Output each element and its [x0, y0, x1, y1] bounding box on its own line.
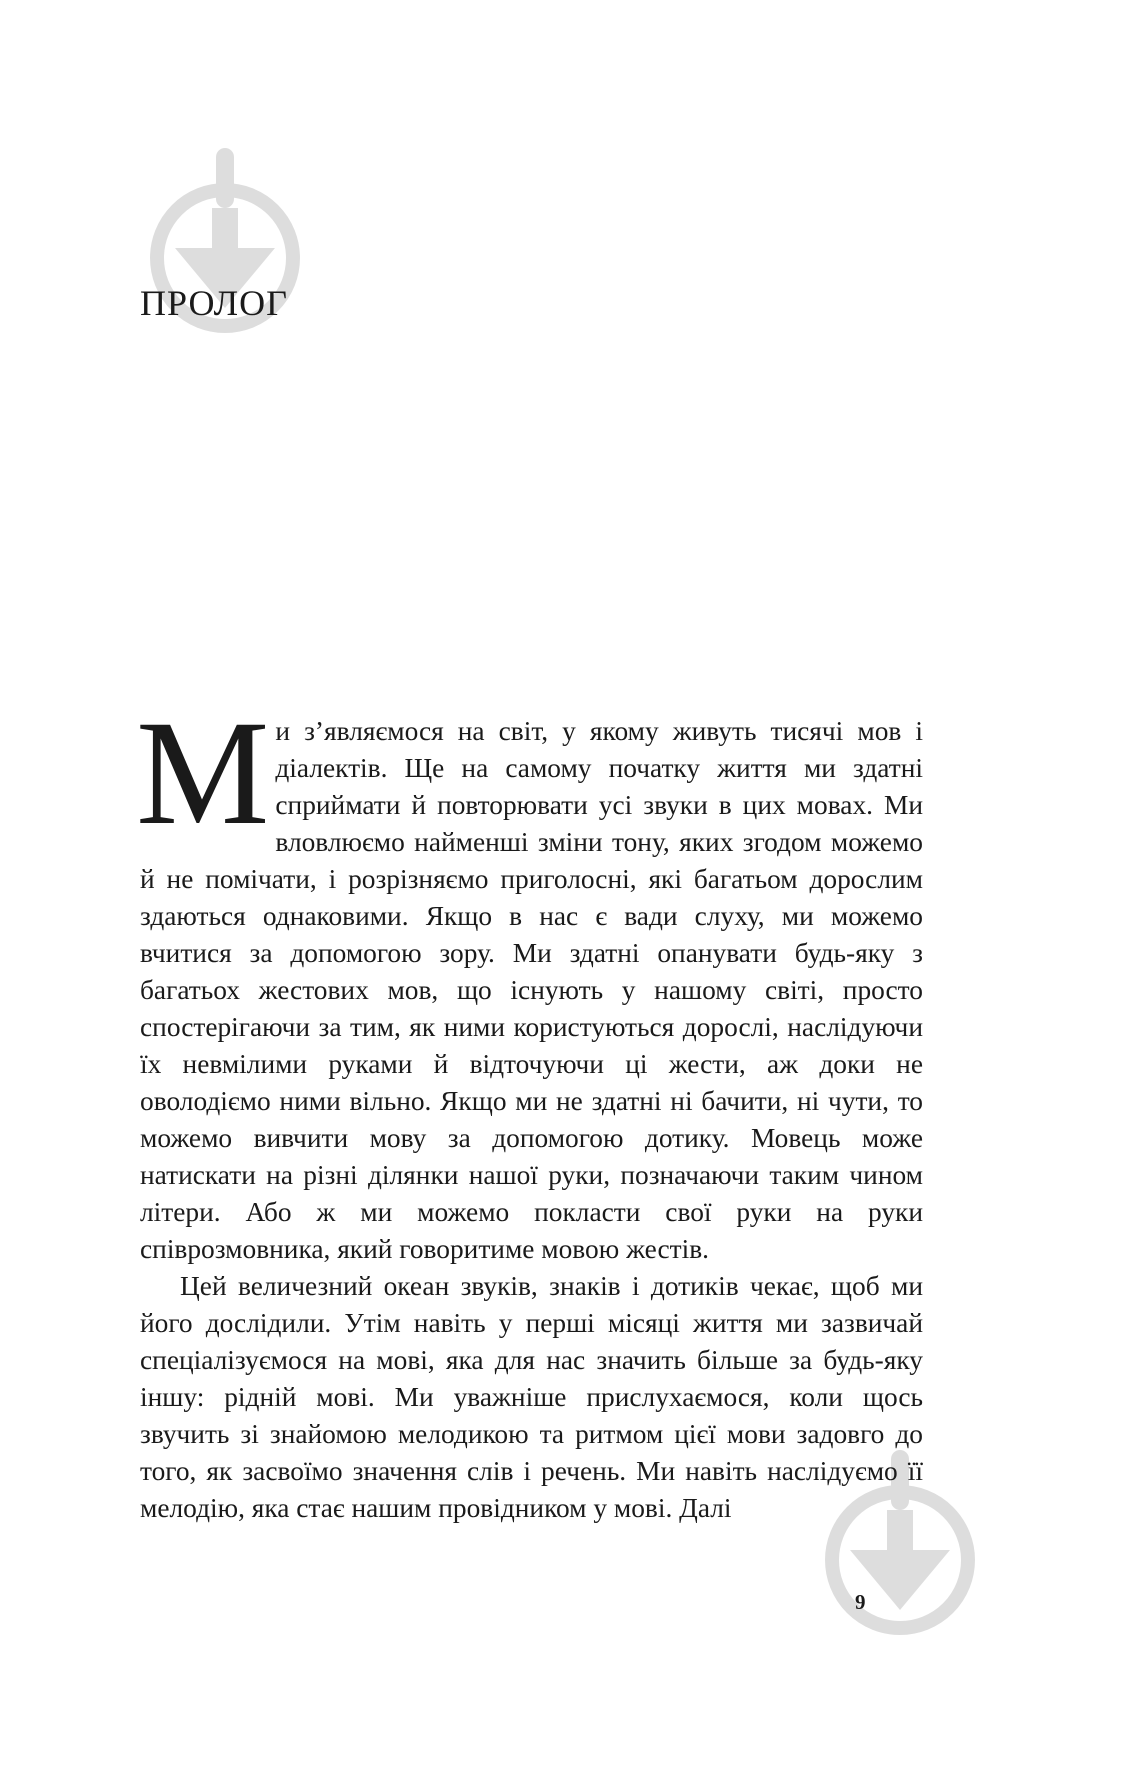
chapter-title: ПРОЛОГ: [140, 283, 288, 323]
paragraph-2: Цей величезний океан звуків, знаків і дотиків чекає, щоб ми його дослідили. Утім навіть у перші місяці життя ми зазвичай спеціалізуємося на мові, яка для нас значить більше за будь-яку іншу: рідній мові. Ми уважніше прислухаємося, коли щось звучить зі знайомою мелодикою та ритмом цієї мови задовго до того, як засвоїмо значення слів і речень. Ми навіть наслідуємо її мелодію, яка стає нашим провідником у мові. Далі: [140, 1271, 923, 1523]
download-arrow-icon: [150, 148, 300, 358]
drop-cap: М: [136, 690, 270, 856]
paragraph-1: [136, 690, 923, 1268]
body-text: [136, 690, 923, 1527]
paragraph-1-text: и з’являємося на світ, у якому живуть тисячі мов і діалектів. Ще на самому початку життя ми здатні сприймати й повторювати усі звуки в цих мовах. Ми вловлюємо найменші зміни тону, яких згодом можемо й не помічати, і розрізняємо приголосні, які багатьом дорослим здаються однаковими. Якщо в нас є вади слуху, ми можемо вчитися за допомогою зору. Ми здатні опанувати будь-яку з багатьох жестових мов, що існують у нашому світі, просто спостерігаючи за тим, як ними користуються дорослі, наслідуючи їх невмілими руками й відточуючи ці жести, аж доки не оволодіємо ними вільно. Якщо ми не здатні ні бачити, ні чути, то можемо вивчити мову за допомогою дотику. Мовець може натискати на різні ділянки нашої руки, позначаючи таким чином літери. Або ж ми можемо покласти свої руки на руки співрозмовника, який говоритиме мовою жестів.: [140, 716, 923, 1264]
page-number: 9: [855, 1590, 866, 1614]
